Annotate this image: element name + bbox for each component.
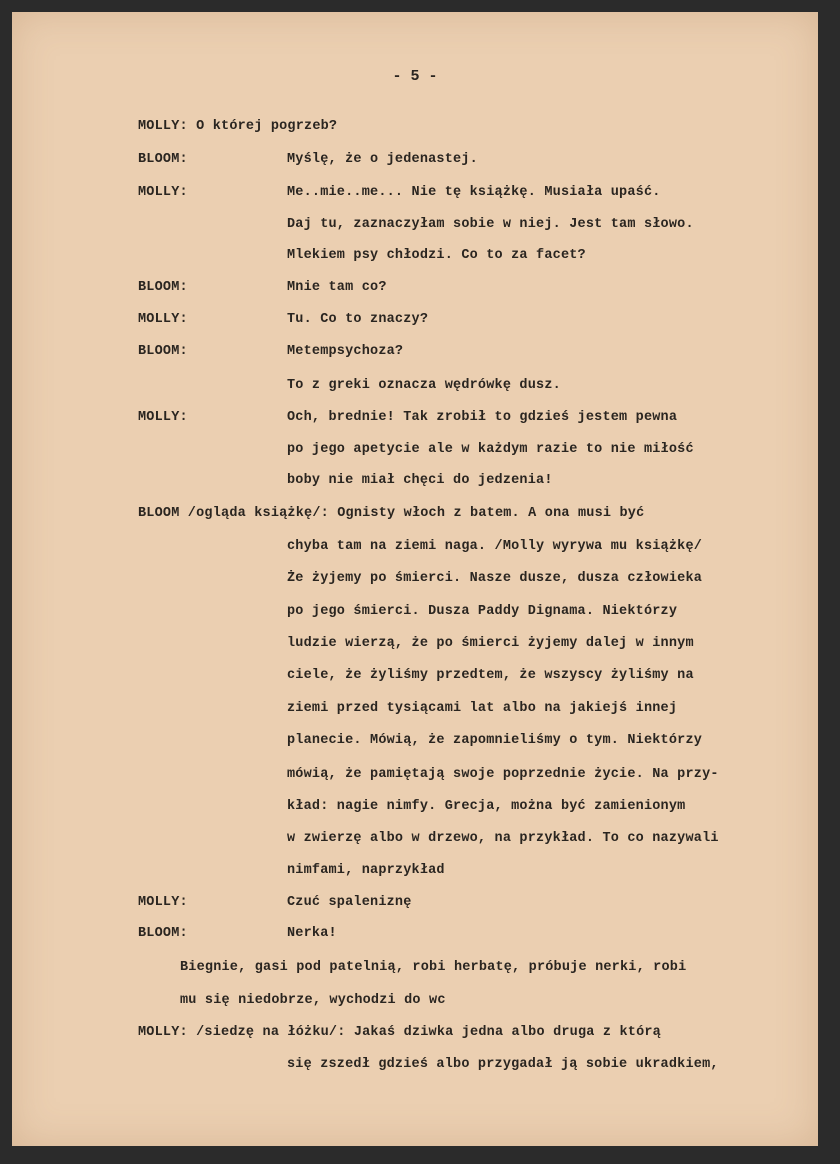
speaker-label: MOLLY: xyxy=(138,312,188,327)
dialogue-line: Daj tu, zaznaczyłam sobie w niej. Jest tam słowo. xyxy=(287,217,694,232)
dialogue-line: Że żyjemy po śmierci. Nasze dusze, dusza człowieka xyxy=(287,571,703,586)
dialogue-line: Och, brednie! Tak zrobił to gdzieś jestem pewna xyxy=(287,410,678,425)
dialogue-line: chyba tam na ziemi naga. /Molly wyrywa mu książkę/ xyxy=(287,539,703,554)
document-page xyxy=(12,12,818,1146)
page-number: - 5 - xyxy=(392,68,438,85)
dialogue-line: ziemi przed tysiącami lat albo na jakiejś innej xyxy=(287,701,678,716)
dialogue-line: Myślę, że o jedenastej. xyxy=(287,152,478,167)
dialogue-line: To z greki oznacza wędrówkę dusz. xyxy=(287,378,561,393)
dialogue-line: kład: nagie nimfy. Grecja, można być zamienionym xyxy=(287,799,686,814)
stage-direction: mu się niedobrze, wychodzi do wc xyxy=(180,993,446,1008)
speaker-label: BLOOM: xyxy=(138,280,188,295)
dialogue-line: w zwierzę albo w drzewo, na przykład. To co nazywali xyxy=(287,831,719,846)
dialogue-line: Czuć spaleniznę xyxy=(287,895,412,910)
stage-direction: Biegnie, gasi pod patelnią, robi herbatę, próbuje nerki, robi xyxy=(180,960,687,975)
dialogue-line: ludzie wierzą, że po śmierci żyjemy dalej w innym xyxy=(287,636,694,651)
dialogue-line: Metempsychoza? xyxy=(287,344,404,359)
dialogue-line: ciele, że żyliśmy przedtem, że wszyscy żyliśmy na xyxy=(287,668,694,683)
dialogue-line: po jego apetycie ale w każdym razie to nie miłość xyxy=(287,442,694,457)
dialogue-line: mówią, że pamiętają swoje poprzednie życie. Na przy- xyxy=(287,767,719,782)
speaker-label: MOLLY: xyxy=(138,410,188,425)
speaker-label: BLOOM: xyxy=(138,344,188,359)
script-line: MOLLY: O której pogrzeb? xyxy=(138,119,338,134)
dialogue-line: planecie. Mówią, że zapomnieliśmy o tym. Niektórzy xyxy=(287,733,703,748)
speaker-label: MOLLY: xyxy=(138,185,188,200)
dialogue-line: Me..mie..me... Nie tę książkę. Musiała upaść. xyxy=(287,185,661,200)
dialogue-line: nimfami, naprzykład xyxy=(287,863,445,878)
script-line: BLOOM /ogląda książkę/: Ognisty włoch z batem. A ona musi być xyxy=(138,506,645,521)
dialogue-line: Tu. Co to znaczy? xyxy=(287,312,429,327)
speaker-label: BLOOM: xyxy=(138,926,188,941)
dialogue-line: się zszedł gdzieś albo przygadał ją sobie ukradkiem, xyxy=(287,1057,719,1072)
speaker-label: MOLLY: xyxy=(138,895,188,910)
dialogue-line: po jego śmierci. Dusza Paddy Dignama. Niektórzy xyxy=(287,604,678,619)
dialogue-line: Nerka! xyxy=(287,926,337,941)
script-line: MOLLY: /siedzę na łóżku/: Jakaś dziwka jedna albo druga z którą xyxy=(138,1025,661,1040)
dialogue-line: Mnie tam co? xyxy=(287,280,387,295)
dialogue-line: boby nie miał chęci do jedzenia! xyxy=(287,473,553,488)
speaker-label: BLOOM: xyxy=(138,152,188,167)
dialogue-line: Mlekiem psy chłodzi. Co to za facet? xyxy=(287,248,586,263)
